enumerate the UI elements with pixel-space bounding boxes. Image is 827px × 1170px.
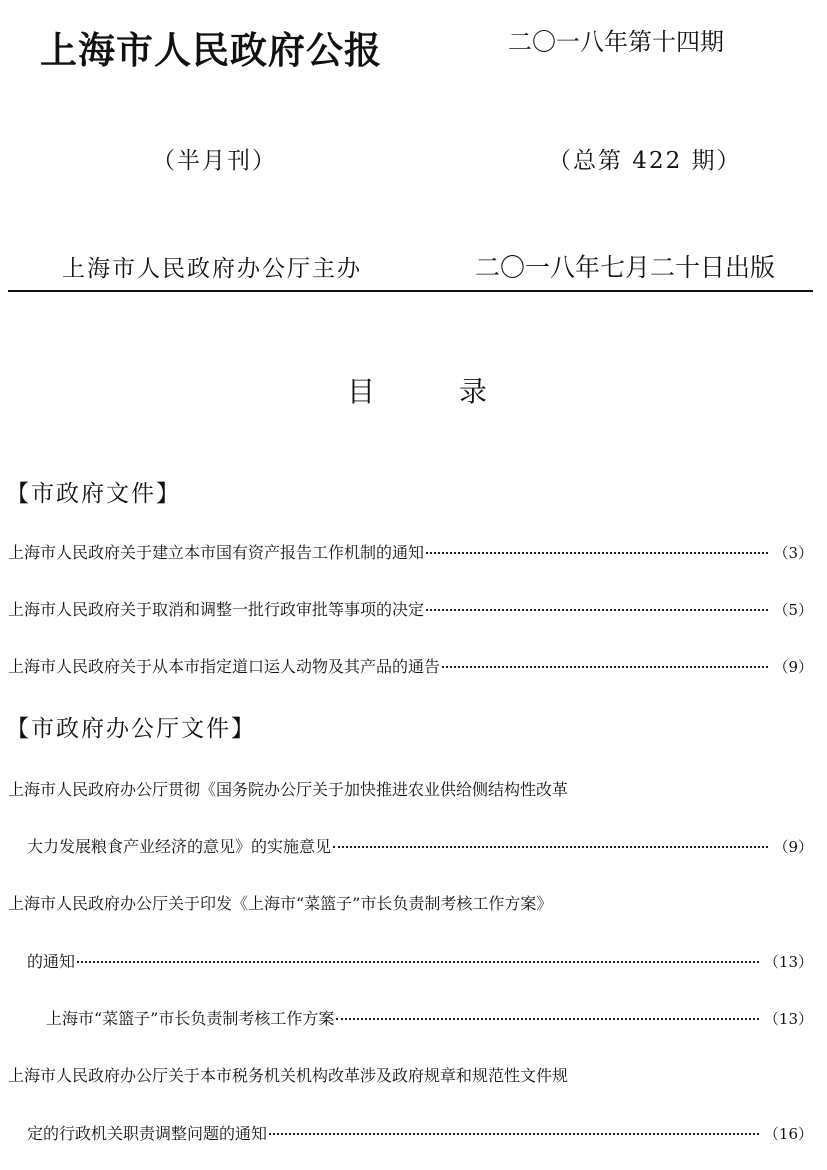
sponsor: 上海市人民政府办公厅主办: [62, 256, 362, 282]
toc-entry-title-line1[interactable]: 上海市人民政府办公厅关于印发《上海市“菜篮子”市长负责制考核工作方案》: [8, 894, 553, 913]
toc-entry-page: （13）: [763, 1010, 813, 1028]
toc-entry-page: （16）: [763, 1125, 813, 1143]
toc-entry-page: （9）: [773, 838, 813, 856]
toc-entry-title-line2: 的通知: [27, 952, 76, 971]
toc-entry[interactable]: [27, 1121, 813, 1144]
toc-entry-title-line2: 大力发展粮食产业经济的意见》的实施意见: [27, 837, 332, 856]
toc-entry-title-line2: 定的行政机关职责调整问题的通知: [27, 1124, 268, 1143]
leader-dots: [336, 1018, 759, 1020]
publish-date: 二〇一八年七月二十日出版: [475, 253, 776, 282]
toc-entry[interactable]: [27, 949, 813, 972]
leader-dots: [269, 1133, 759, 1135]
issue-number: 二〇一八年第十四期: [508, 28, 724, 56]
toc-entry-title: 上海市“菜篮子”市长负责制考核工作方案: [46, 1009, 335, 1028]
leader-dots: [333, 846, 768, 848]
leader-dots: [442, 666, 768, 668]
total-issue-number: （总第 422 期）: [548, 148, 742, 174]
toc-entry[interactable]: [27, 834, 813, 857]
toc-entry-page: （13）: [763, 953, 813, 971]
toc-entry-title: 上海市人民政府关于取消和调整一批行政审批等事项的决定: [8, 600, 425, 619]
toc-entry[interactable]: [8, 540, 813, 563]
leader-dots: [426, 552, 768, 554]
publication-frequency: （半月刊）: [152, 148, 277, 174]
toc-title: 目录: [347, 375, 572, 408]
section-heading-municipal-government: 【市政府文件】: [6, 481, 181, 507]
toc-sub-entry[interactable]: [46, 1006, 813, 1029]
leader-dots: [426, 609, 768, 611]
gazette-title: 上海市人民政府公报: [40, 29, 382, 72]
toc-entry-page: （5）: [773, 601, 813, 619]
leader-dots: [77, 961, 759, 963]
toc-entry-title: 上海市人民政府关于从本市指定道口运人动物及其产品的通告: [8, 657, 441, 676]
header-divider: [8, 290, 813, 292]
toc-entry[interactable]: [8, 597, 813, 620]
toc-entry-title: 上海市人民政府关于建立本市国有资产报告工作机制的通知: [8, 543, 425, 562]
toc-entry-page: （9）: [773, 658, 813, 676]
toc-entry[interactable]: [8, 654, 813, 677]
toc-entry-title-line1[interactable]: 上海市人民政府办公厅关于本市税务机关机构改革涉及政府规章和规范性文件规: [8, 1066, 569, 1085]
toc-entry-page: （3）: [773, 544, 813, 562]
toc-entry-title-line1[interactable]: 上海市人民政府办公厅贯彻《国务院办公厅关于加快推进农业供给侧结构性改革: [8, 780, 569, 799]
section-heading-general-office: 【市政府办公厅文件】: [6, 716, 256, 742]
